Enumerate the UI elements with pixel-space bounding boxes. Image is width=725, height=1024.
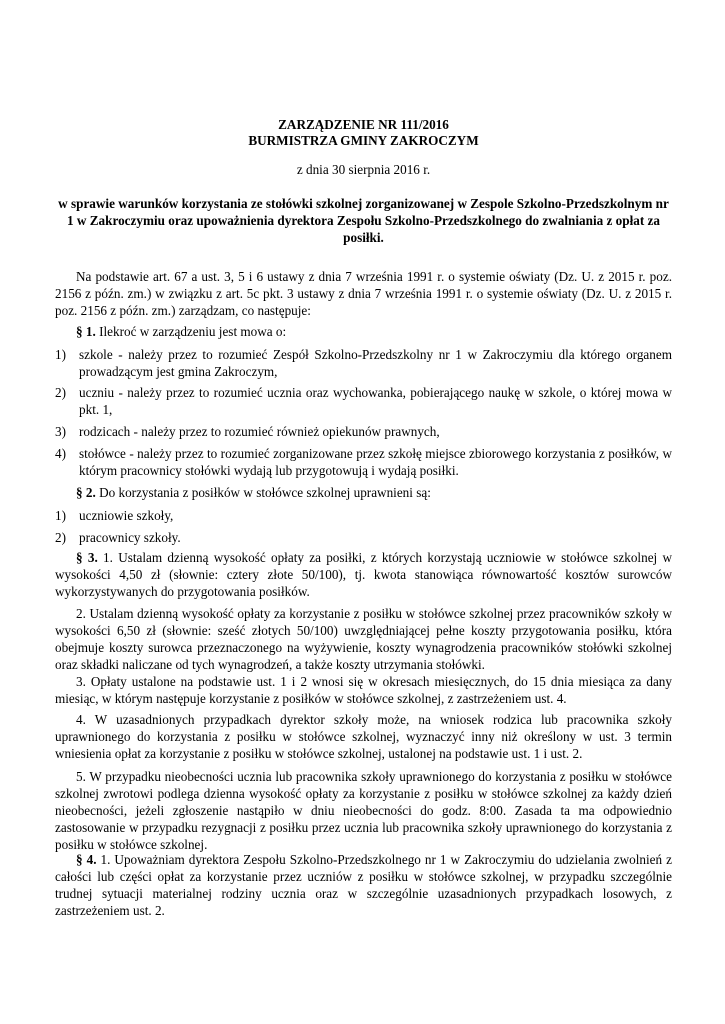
document-subject: w sprawie warunków korzystania ze stołówki szkolnej zorganizowanej w Zespole Szkolno-Przedszkolnym nr 1 w Zakroczymiu oraz upoważnienia dyrektora Zespołu Szkolno-Przedszkolnego do zwalniania z opłat za posiłki. [58, 196, 669, 245]
section-3-paragraph-4: 4. W uzasadnionych przypadkach dyrektor szkoły może, na wniosek rodzica lub pracownika szkoły uprawnionego do korzystania z posiłku w stołówce szkolnej, wyznaczyć inny niż określony w ust. 3 termin wniesienia opłat za korzystanie z posiłku w stołówce szkolnej, ustalonej na podstawie ust. 1 i ust. 2. [55, 712, 672, 761]
document-title-line1: ZARZĄDZENIE NR 111/2016 [278, 117, 449, 132]
list-item-number: 4) [55, 446, 66, 461]
document-title-line2: BURMISTRZA GMINY ZAKROCZYM [248, 133, 479, 148]
list-item [55, 346, 672, 380]
list-item-text: stołówce - należy przez to rozumieć zorganizowane przez szkołę miejsce zbiorowego korzystania z posiłków, w którym pracownicy stołówki wydają lub przygotowują i wydają posiłki. [79, 446, 672, 478]
preamble: Na podstawie art. 67 a ust. 3, 5 i 6 ustawy z dnia 7 września 1991 r. o systemie oświaty (Dz. U. z 2015 r. poz. 2156 z późn. zm.) w związku z art. 5c pkt. 3 ustawy z dnia 7 września 1991 r. o systemie oświaty (Dz. U. z 2015 r. poz. 2156 z późn. zm.) zarządzam, co następuje: [55, 269, 672, 318]
list-item [55, 423, 672, 440]
list-item [55, 384, 672, 418]
section-3-paragraph-3: 3. Opłaty ustalone na podstawie ust. 1 i 2 wnosi się w okresach miesięcznych, do 15 dnia miesiąca za dany miesiąc, w którym następuje korzystanie z posiłków w stołówce szkolnej, z zastrzeżeniem ust. 4. [55, 674, 672, 706]
section-4-paragraph-1 [55, 851, 672, 919]
section-2-mark: § 2. [76, 485, 96, 500]
section-4-mark: § 4. [76, 852, 97, 867]
list-item-text: uczniu - należy przez to rozumieć ucznia oraz wychowanka, pobierającego naukę w szkole, o której mowa w pkt. 1, [79, 385, 672, 417]
document-date: z dnia 30 sierpnia 2016 r. [296, 162, 431, 177]
list-item-number: 3) [55, 424, 66, 439]
section-3-mark: § 3. [76, 550, 98, 565]
section-3-paragraph-1 [55, 549, 672, 600]
section-3-p1-text: 1. Ustalam dzienną wysokość opłaty za posiłki, z których korzystają uczniowie w stołówce szkolnej w wysokości 4,50 zł (słownie: cztery złote 50/100), tj. kwota stanowiąca równowartość kosztów surowców wykorzystywanych do przygotowania posiłków. [55, 550, 673, 599]
list-item-text: pracownicy szkoły. [79, 530, 181, 545]
section-4-p1-text: 1. Upoważniam dyrektora Zespołu Szkolno-Przedszkolnego nr 1 w Zakroczymiu do udzielania zwolnień z całości lub części opłat za korzystanie przez uczniów z posiłku w stołówce szkolnej, w przypadku szczególnie trudnej sytuacji materialnej rodziny ucznia oraz w szczególnie uzasadnionych przypadkach losowych, z zastrzeżeniem ust. 2. [55, 852, 672, 918]
section-1-intro [55, 323, 672, 340]
list-item [55, 507, 672, 524]
section-2-intro-text: Do korzystania z posiłków w stołówce szkolnej uprawnieni są: [95, 485, 431, 500]
list-item-text: rodzicach - należy przez to rozumieć również opiekunów prawnych, [79, 424, 440, 439]
list-item [55, 445, 672, 479]
section-3-paragraph-2: 2. Ustalam dzienną wysokość opłaty za korzystanie z posiłku w stołówce szkolnej przez pracowników szkoły w wysokości 6,50 zł (słownie: sześć złotych 50/100) uwzględniającej pełne koszty przygotowania posiłku, która obejmuje koszty surowca przeznaczonego na wyżywienie, koszty wynagrodzenia pracowników stołówki szkolnej oraz składki naliczane od tych wynagrodzeń, a także koszty utrzymania stołówki. [55, 606, 672, 672]
list-item-number: 1) [55, 508, 66, 523]
list-item-number: 2) [55, 385, 66, 400]
list-item-text: szkole - należy przez to rozumieć Zespół Szkolno-Przedszkolny nr 1 w Zakroczymiu dla którego organem prowadzącym jest gmina Zakroczym, [79, 347, 672, 379]
section-3-paragraph-5: 5. W przypadku nieobecności ucznia lub pracownika szkoły uprawnionego do korzystania z posiłku w stołówce szkolnej zwrotowi podlega dzienna wysokość opłaty za korzystanie z posiłku w stołówce szkolnej za każdy dzień nieobecności, jeżeli zgłoszenie nastąpiło w dniu nieobecności do godz. 8:00. Zasada ta ma odpowiednio zastosowanie w przypadku rezygnacji z posiłku przez ucznia lub pracownika szkoły uprawnionego do korzystania z posiłku w stołówce szkolnej. [55, 769, 672, 852]
list-item-number: 1) [55, 347, 66, 362]
section-1-mark: § 1. [76, 324, 96, 339]
list-item [55, 529, 672, 546]
list-item-number: 2) [55, 530, 66, 545]
section-1-intro-text: Ilekroć w zarządzeniu jest mowa o: [95, 324, 287, 339]
list-item-text: uczniowie szkoły, [79, 508, 174, 523]
section-2-intro [55, 484, 672, 501]
